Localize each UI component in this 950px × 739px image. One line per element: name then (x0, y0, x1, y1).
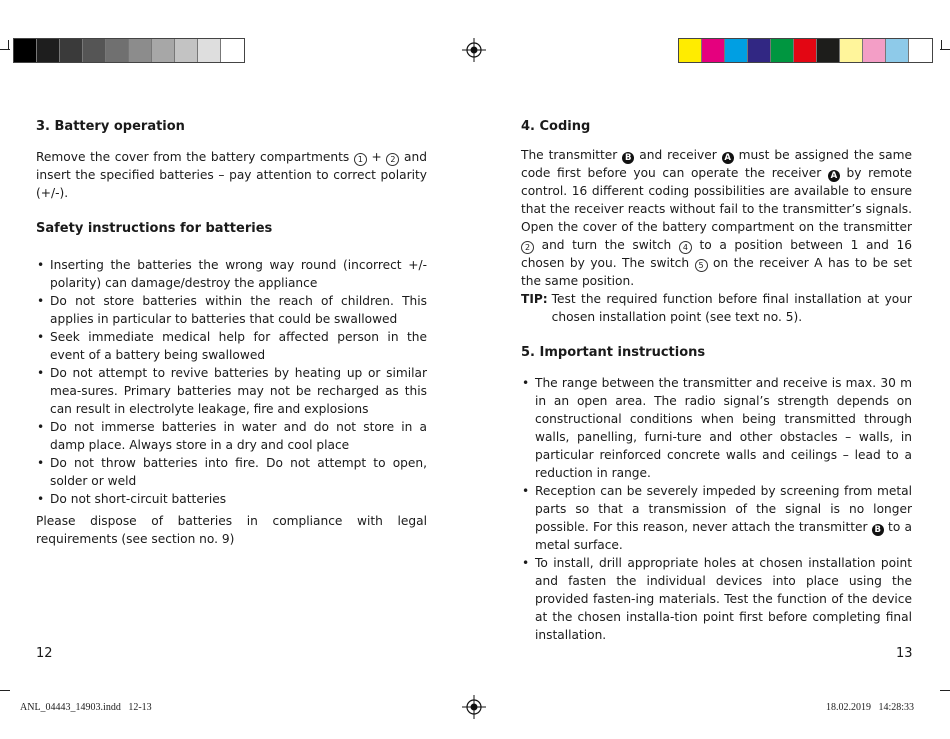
color-swatch (60, 39, 83, 62)
list-item: • Do not immerse batteries in water and do not store in a damp place. Always store in a dry and cool place (36, 418, 427, 454)
registration-mark-bottom-icon (462, 695, 486, 719)
heading-coding: 4. Coding (521, 119, 591, 134)
tip-label: TIP: (521, 292, 548, 306)
color-swatch (748, 39, 771, 62)
list-item: • Do not attempt to revive batteries by heating up or similar mea-sures. Primary batteries may not be recharged as this can result in electrolyte leakage, fire and explosions (36, 364, 427, 418)
ref-1-icon: 1 (354, 153, 367, 166)
color-swatch (129, 39, 152, 62)
color-swatch (83, 39, 106, 62)
right-page-column (521, 118, 912, 644)
crop-mark-bottom-left (0, 690, 10, 691)
crop-mark-bottom-right (940, 690, 950, 691)
transmitter-b-icon: B (872, 524, 884, 536)
color-swatch (817, 39, 840, 62)
color-swatch (14, 39, 37, 62)
registration-mark-top-icon (462, 38, 486, 62)
color-swatch (702, 39, 725, 62)
color-swatch (794, 39, 817, 62)
color-swatch (771, 39, 794, 62)
color-swatch (840, 39, 863, 62)
page-number-left: 12 (36, 646, 53, 661)
list-item: • The range between the transmitter and receive is max. 30 m in an open area. The radio signal’s strength depends on constructional conditions when being transmitted through walls, panelling, furni-ture and other obstacles – walls, in particular reinforced concrete walls and ceilings – lead to a reduction in range. (521, 374, 912, 482)
tip-note (521, 290, 912, 326)
list-item: • Do not throw batteries into fire. Do not attempt to open, solder or weld (36, 454, 427, 490)
list-item: • Inserting the batteries the wrong way round (incorrect +/- polarity) can damage/destroy the appliance (36, 256, 427, 292)
important-list (521, 374, 912, 644)
color-swatch (221, 39, 244, 62)
ref-5-icon: 5 (695, 259, 708, 272)
slug-file-info: ANL_04443_14903.indd 12-13 (20, 702, 152, 713)
color-swatch (679, 39, 702, 62)
receiver-a-icon: A (828, 170, 840, 182)
color-swatch (909, 39, 932, 62)
color-swatch (725, 39, 748, 62)
slug-date-time: 18.02.2019 14:28:33 (826, 702, 915, 713)
battery-intro-text: Remove the cover from the battery compartments 1 + 2 and insert the specified batteries – pay attention to correct polarity (+/-). (36, 150, 427, 200)
crop-mark-right-vertical (941, 40, 942, 50)
color-swatch (152, 39, 175, 62)
color-swatch (198, 39, 221, 62)
heading-important-instructions: 5. Important instructions (521, 345, 706, 360)
ref-2-icon: 2 (386, 153, 399, 166)
dispose-text: Please dispose of batteries in compliance with legal requirements (see section no. 9) (36, 514, 427, 546)
left-page-column (36, 118, 427, 548)
tip-text: Test the required function before final installation at your chosen installation point (see text no. 5). (551, 292, 912, 324)
heading-safety-instructions: Safety instructions for batteries (36, 221, 273, 236)
ref-2-icon: 2 (521, 241, 534, 254)
color-swatch (106, 39, 129, 62)
color-swatch (886, 39, 909, 62)
heading-battery-operation: 3. Battery operation (36, 119, 185, 134)
grayscale-color-bar (13, 38, 245, 63)
list-item: • Do not short-circuit batteries (36, 490, 427, 508)
list-item: • To install, drill appropriate holes at chosen installation point and fasten the individual devices into place using the provided fasten-ing materials. Test the function of the device at the chosen installa-tion point first before completing final installation. (521, 554, 912, 644)
coding-text: The transmitter B and receiver A must be assigned the same code first before you can operate the receiver A by remote control. 16 different coding possibilities are available to ensure that the receiver reacts without fail to the transmitter’s signals. Open the cover of the battery compartment on the transmitter 2 and turn the switch 4 to a position between 1 and 16 chosen by you. The switch 5 on the receiver A has to be set the same position. (521, 148, 912, 288)
color-swatch (863, 39, 886, 62)
ref-4-icon: 4 (679, 241, 692, 254)
crop-mark-left-vertical (8, 40, 9, 50)
cmyk-color-bar (678, 38, 933, 63)
receiver-a-icon: A (722, 152, 734, 164)
color-swatch (175, 39, 198, 62)
page-number-right: 13 (896, 646, 913, 661)
safety-list (36, 256, 427, 508)
list-item: • Seek immediate medical help for affected person in the event of a battery being swallowed (36, 328, 427, 364)
transmitter-b-icon: B (622, 152, 634, 164)
color-swatch (37, 39, 60, 62)
list-item: • Reception can be severely impeded by screening from metal parts so that a transmission of the signal is no longer possible. For this reason, never attach the transmitter B to a metal surface. (521, 482, 912, 554)
list-item: • Do not store batteries within the reach of children. This applies in particular to batteries that could be swallowed (36, 292, 427, 328)
